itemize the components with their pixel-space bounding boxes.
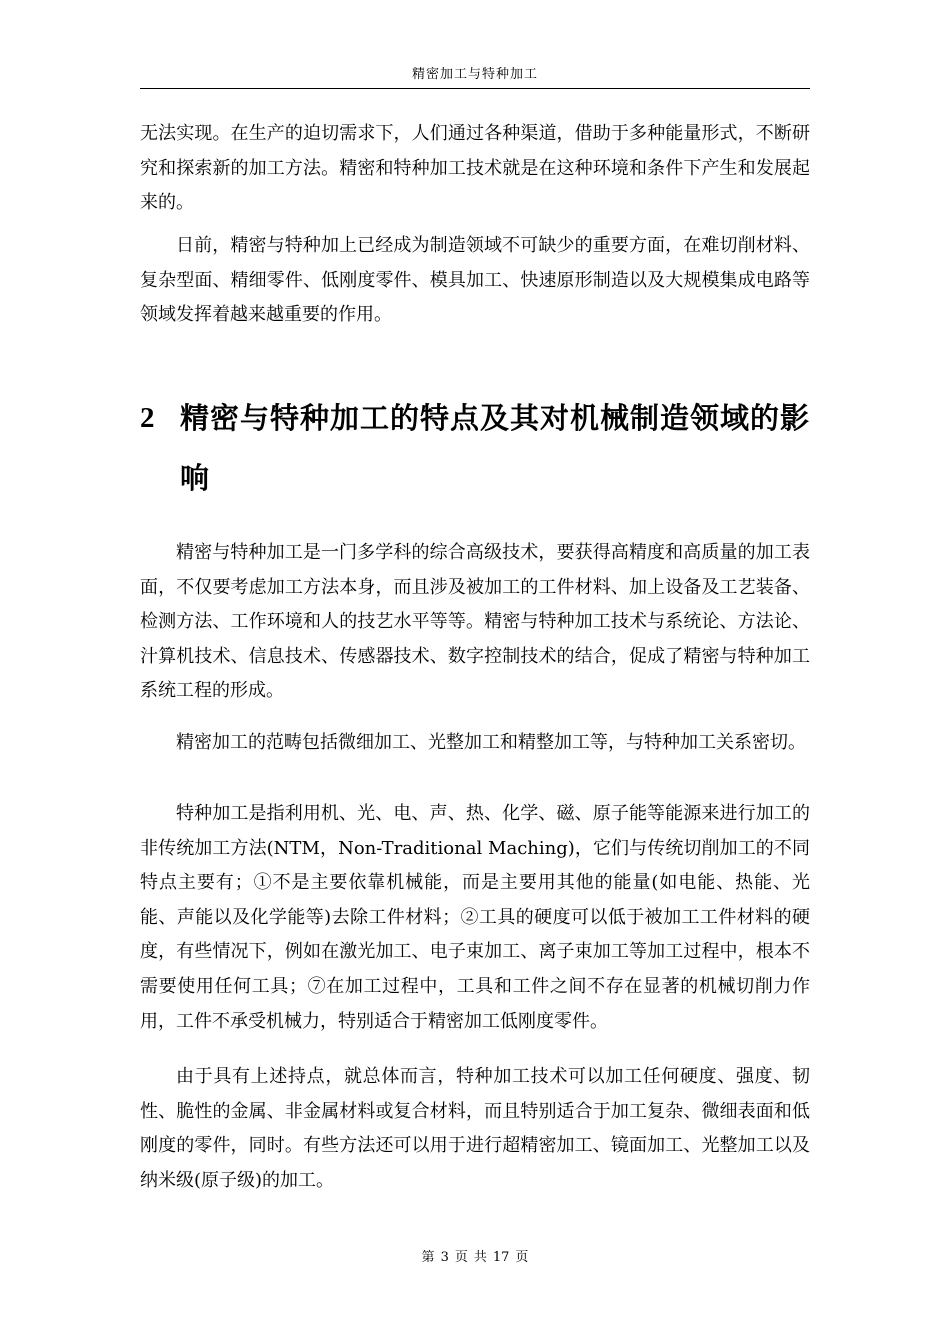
section-paragraph-3: 特种加工是指利用机、光、电、声、热、化学、磁、原子能等能源来进行加工的非传统加工方法(NTM，Non-Traditional Maching)，它们与传统切削加工的不同特点主要有；①不是主要依靠机械能，而是主要用其他的能量(如电能、热能、光能、声能以及化学能等)去除工件材料；②工具的硬度可以低于被加工工件材料的硬度，有些情况下，例如在激光加工、电子束加工、离子束加工等加工过程中，根本不需要使用任何工具；⑦在加工过程中，工具和工件之间不存在显著的机械切削力作用，工件不承受机械力，特别适合于精密加工低刚度零件。 [140, 803, 810, 1032]
footer-page-number: 3 [440, 1250, 449, 1265]
footer-prefix: 第 [421, 1250, 435, 1265]
page-footer [140, 1249, 810, 1267]
section-paragraph-1: 精密与特种加工是一门多学科的综合高级技术，要获得高精度和高质量的加工表面，不仅要考虑加工方法本身，而且涉及被加工的工件材料、加上设备及工艺装备、检测方法、工作环境和人的技艺水平等等。精密与特种加工技术与系统论、方法论、汁算机技术、信息技术、传感器技术、数字控制技术的结合，促成了精密与特种加工系统工程的形成。 [140, 542, 810, 702]
footer-total-word: 共 [473, 1250, 487, 1265]
running-header [140, 66, 810, 84]
section-number: 2 [140, 402, 155, 434]
section-heading [140, 388, 810, 508]
section-paragraph-4: 由于具有上述持点，就总体而言，特种加工技术可以加工任何硬度、强度、韧性、脆性的金属、非金属材料或复合材料，而且特别适合于加工复杂、微细表面和低刚度的零件，同时。有些方法还可以用于进行超精密加工、镜面加工、光整加工以及纳米级(原子级)的加工。 [140, 1066, 810, 1191]
header-title: 精密加工与特种加工 [411, 67, 538, 82]
footer-suffix: 页 [515, 1250, 529, 1265]
footer-page-word: 页 [454, 1250, 468, 1265]
section-paragraph-2: 精密加工的范畴包括微细加工、光整加工和精整加工等，与特种加工关系密切。 [176, 732, 806, 753]
paragraph-intro-2: 日前，精密与特种加上已经成为制造领域不可缺少的重要方面，在难切削材料、复杂型面、精细零件、低刚度零件、模具加工、快速原形制造以及大规模集成电路等领域发挥着越来越重要的作用。 [140, 235, 810, 326]
section-title: 精密与特种加工的特点及其对机械制造领域的影响 [180, 401, 811, 495]
paragraph-continuation: 无法实现。在生产的迫切需求下，人们通过各种渠道，借助于多种能量形式，不断研究和探索新的加工方法。精密和特种加工技术就是在这种环境和条件下产生和发展起来的。 [140, 123, 810, 214]
header-rule [140, 88, 810, 89]
footer-total-pages: 17 [492, 1250, 510, 1265]
